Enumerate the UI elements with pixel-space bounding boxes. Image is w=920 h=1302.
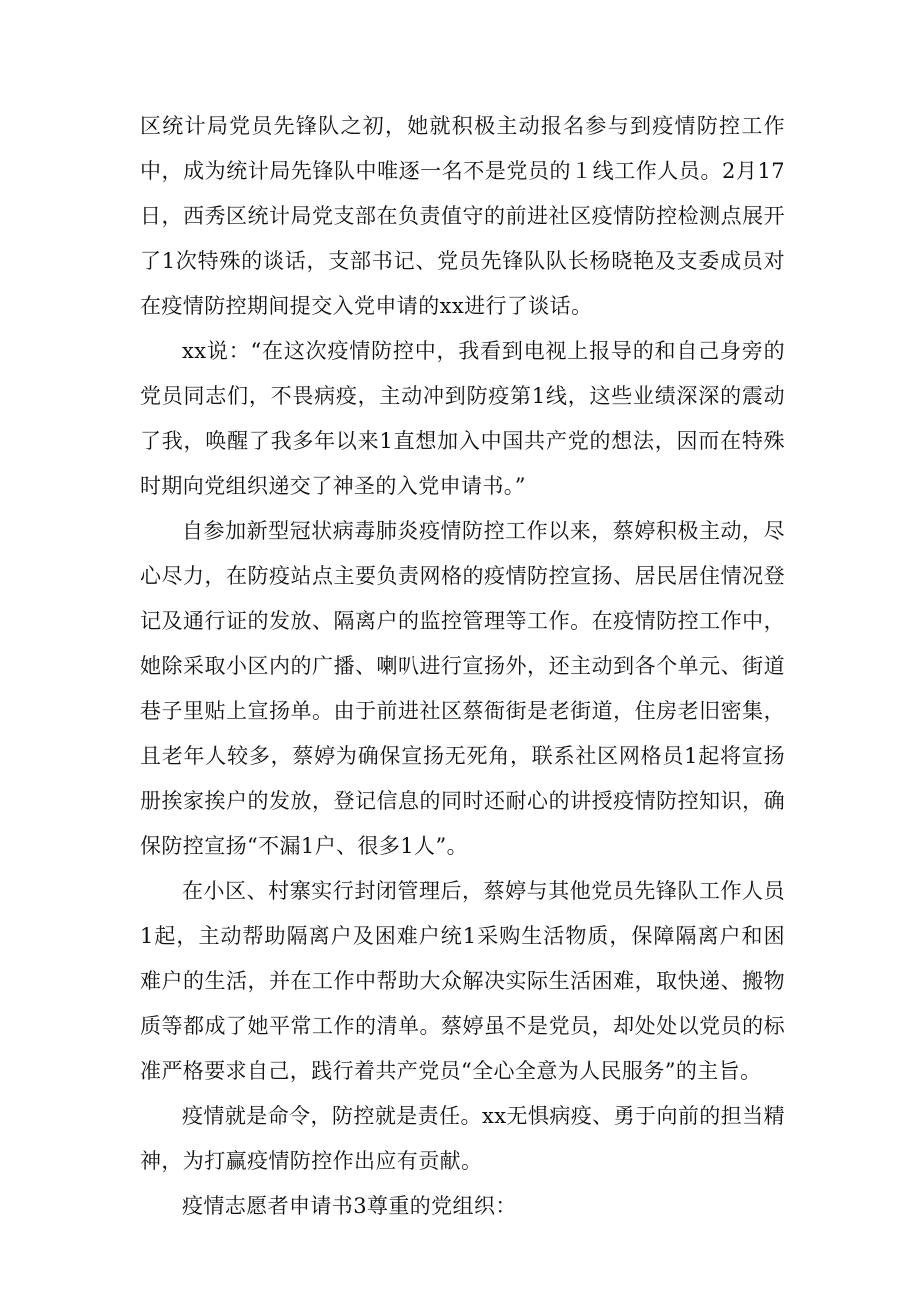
paragraph-5: 疫情就是命令，防控就是责任。xx无惧病疫、勇于向前的担当精神，为打赢疫情防控作出应有贡献。 xyxy=(140,1104,785,1173)
paragraph-3: 自参加新型冠状病毒肺炎疫情防控工作以来，蔡婷积极主动，尽心尽力，在防疫站点主要负责网格的疫情防控宣扬、居民居住情况登记及通行证的发放、隔离户的监控管理等工作。在疫情防控工作中，她除采取小区内的广播、喇叭进行宣扬外，还主动到各个单元、街道巷子里贴上宣扬单。由于前进社区蔡衙街是老街道，住房老旧密集，且老年人较多，蔡婷为确保宣扬无死角，联系社区网格员1起将宣扬册挨家挨户的发放，登记信息的同时还耐心的讲授疫情防控知识，确保防控宣扬“不漏1户、很多1人”。 xyxy=(140,519,785,858)
paragraph-4: 在小区、村寨实行封闭管理后，蔡婷与其他党员先锋队工作人员1起，主动帮助隔离户及困难户统1采购生活物质，保障隔离户和困难户的生活，并在工作中帮助大众解决实际生活困难，取快递、搬物质等都成了她平常工作的清单。蔡婷虽不是党员，却处处以党员的标准严格要求自己，践行着共产党员“全心全意为人民服务”的主旨。 xyxy=(140,879,785,1083)
paragraph-2: xx说：“在这次疫情防控中，我看到电视上报导的和自己身旁的党员同志们，不畏病疫，主动冲到防疫第1线，这些业绩深深的震动了我，唤醒了我多年以来1直想加入中国共产党的想法，因而在特殊时期向党组织递交了神圣的入党申请书。” xyxy=(140,339,785,498)
document-body xyxy=(140,104,785,1229)
paragraph-1: 区统计局党员先锋队之初，她就积极主动报名参与到疫情防控工作中，成为统计局先锋队中唯逐一名不是党员的１线工作人员。2月17日，西秀区统计局党支部在负责值守的前进社区疫情防控检测点展开了1次特殊的谈话，支部书记、党员先锋队队长杨晓艳及支委成员对在疫情防控期间提交入党申请的xx进行了谈话。 xyxy=(140,114,785,318)
paragraph-6: 疫情志愿者申请书3尊重的党组织： xyxy=(182,1194,517,1218)
